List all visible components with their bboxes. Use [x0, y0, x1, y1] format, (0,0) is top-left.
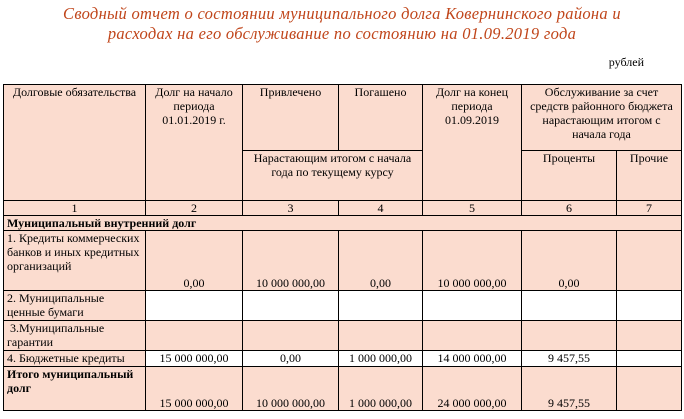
col-number: 7	[617, 201, 682, 216]
total-value: 1 000 000,00	[339, 367, 423, 411]
row-label: 3.Муниципальные гарантии	[4, 321, 146, 351]
table-row	[4, 321, 682, 351]
row-value: 10 000 000,00	[243, 231, 339, 291]
row-value: 0,00	[243, 351, 339, 367]
row-value	[522, 291, 617, 321]
debt-report-table	[3, 84, 682, 411]
row-value: 0,00	[339, 231, 423, 291]
table-row-total	[4, 367, 682, 411]
header-debt-obligations: Долговые обязательства	[4, 85, 146, 201]
header-interest: Проценты	[522, 151, 617, 201]
row-value	[423, 321, 522, 351]
row-value: 14 000 000,00	[423, 351, 522, 367]
row-value	[146, 291, 243, 321]
row-value: 10 000 000,00	[423, 231, 522, 291]
row-value: 9 457,55	[522, 351, 617, 367]
total-value: 10 000 000,00	[243, 367, 339, 411]
row-value	[243, 291, 339, 321]
report-title	[0, 4, 684, 44]
row-value	[339, 321, 423, 351]
header-cumulative: Нарастающим итогом с начала года по текущему курсу	[243, 151, 423, 201]
col-number: 6	[522, 201, 617, 216]
row-value: 0,00	[146, 231, 243, 291]
row-value	[146, 321, 243, 351]
row-value	[617, 231, 682, 291]
report-title-line-2: расходах на его обслуживание по состоянию на 01.09.2019 года	[107, 24, 577, 43]
units-label: рублей	[608, 55, 644, 69]
row-value	[617, 351, 682, 367]
section-title: Муниципальный внутренний долг	[4, 216, 682, 231]
report-title-line-1: Сводный отчет о состоянии муниципального долга Ковернинского района и	[63, 4, 621, 23]
table-row	[4, 231, 682, 291]
table-row	[4, 291, 682, 321]
row-label: 4. Бюджетные кредиты	[4, 351, 146, 367]
total-value	[617, 367, 682, 411]
row-value	[522, 321, 617, 351]
row-value	[339, 291, 423, 321]
header-other: Прочие	[617, 151, 682, 201]
total-label: Итого муниципальный долг	[4, 367, 146, 411]
row-value	[243, 321, 339, 351]
row-value	[617, 291, 682, 321]
row-value: 15 000 000,00	[146, 351, 243, 367]
header-repaid: Погашено	[339, 85, 423, 151]
row-value	[617, 321, 682, 351]
header-debt-end: Долг на конец периода 01.09.2019	[423, 85, 522, 201]
col-number: 4	[339, 201, 423, 216]
total-value: 24 000 000,00	[423, 367, 522, 411]
header-servicing: Обслуживание за счет средств районного бюджета нарастающим итогом с начала года	[522, 85, 682, 151]
row-label: 2. Муниципальные ценные бумаги	[4, 291, 146, 321]
row-value	[423, 291, 522, 321]
total-value: 9 457,55	[522, 367, 617, 411]
col-number: 5	[423, 201, 522, 216]
row-label: 1. Кредиты коммерческих банков и иных кредитных организаций	[4, 231, 146, 291]
col-number: 1	[4, 201, 146, 216]
col-number: 2	[146, 201, 243, 216]
header-borrowed: Привлечено	[243, 85, 339, 151]
header-debt-start: Долг на начало периода 01.01.2019 г.	[146, 85, 243, 201]
col-number: 3	[243, 201, 339, 216]
row-value: 0,00	[522, 231, 617, 291]
row-value: 1 000 000,00	[339, 351, 423, 367]
total-value: 15 000 000,00	[146, 367, 243, 411]
table-row	[4, 351, 682, 367]
